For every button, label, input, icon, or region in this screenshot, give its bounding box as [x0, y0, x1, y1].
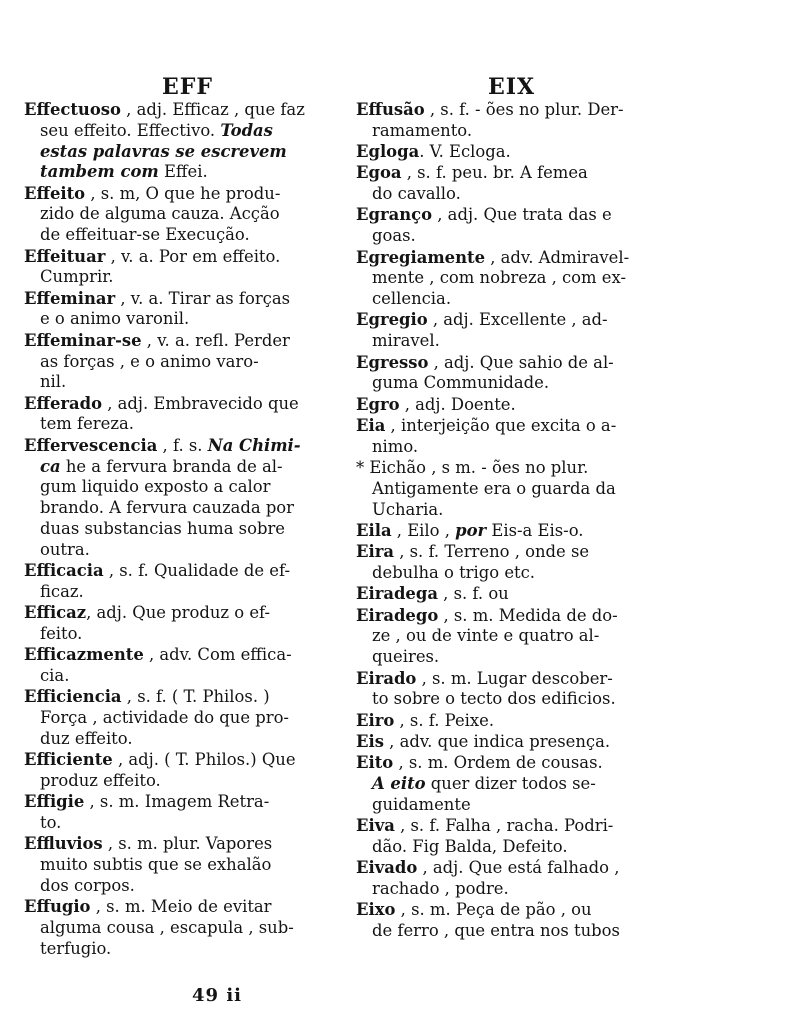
definition-text: , adv. Com effica- — [143, 645, 292, 665]
italic-text: por — [455, 520, 487, 540]
entry-line — [356, 289, 668, 310]
definition-text: dos corpos. — [40, 875, 135, 895]
italic-text: tambem com — [40, 162, 159, 182]
entry-line — [24, 204, 346, 225]
definition-text: , Eilo , — [391, 520, 456, 540]
headword: Eixo — [356, 900, 396, 920]
italic-text: ca — [40, 456, 61, 476]
definition-text: gum liquido exposto a calor — [40, 477, 271, 497]
entry-line — [356, 205, 668, 226]
entry-line — [24, 792, 346, 813]
entry-line — [24, 855, 346, 876]
definition-text: , s. f. Qualidade de ef- — [103, 561, 291, 581]
definition-text: de effeituar-se Execução. — [40, 225, 250, 245]
definition-text: , adj. Excellente , ad- — [427, 310, 608, 330]
definition-text: Força , actividade do que pro- — [40, 708, 289, 728]
definition-text: alguma cousa , escapula , sub- — [40, 918, 294, 938]
definition-text: , s. m. Peça de pão , ou — [395, 900, 592, 920]
dictionary-entry — [356, 163, 668, 205]
dictionary-entry — [356, 711, 668, 732]
headword: Eiva — [356, 816, 395, 836]
headword: Eiradega — [356, 584, 438, 604]
dictionary-entry — [356, 816, 668, 858]
italic-text: estas palavras se escrevem — [40, 141, 287, 161]
entry-line — [356, 373, 668, 394]
headword: Effervescencia — [24, 435, 158, 455]
entry-line — [356, 121, 668, 142]
dictionary-entry — [24, 603, 346, 645]
definition-text: , s. f. Peixe. — [394, 710, 495, 730]
left-column — [24, 100, 346, 960]
headword: Egresso — [356, 352, 429, 372]
entry-line — [356, 816, 668, 837]
entry-line — [356, 584, 668, 605]
definition-text: muito subtis que se exhalão — [40, 855, 272, 875]
dictionary-entry — [356, 310, 668, 352]
entry-line — [24, 582, 346, 603]
entry-line — [24, 331, 346, 352]
dictionary-entry — [356, 753, 668, 815]
headword: Efficiencia — [24, 687, 122, 707]
entry-line — [356, 226, 668, 247]
definition-text: to. — [40, 813, 62, 833]
definition-text: , adj. Que produz o ef- — [86, 603, 271, 623]
definition-text: duas substancias huma sobre — [40, 518, 285, 538]
headword: Effigie — [24, 792, 85, 812]
dictionary-entry — [24, 394, 346, 436]
headword: Effeminar — [24, 288, 116, 308]
italic-text: A eito — [372, 774, 426, 793]
definition-text: Effei. — [158, 162, 208, 182]
definition-text: seu effeito. Effectivo. — [40, 120, 221, 140]
definition-text: , v. a. Por em effeito. — [105, 246, 281, 266]
definition-text: , adj. Embravecido que — [102, 393, 299, 413]
headword: Efferado — [24, 393, 103, 413]
entry-line — [24, 121, 346, 142]
dictionary-entry — [24, 184, 346, 246]
definition-text: duz effeito. — [40, 728, 133, 748]
definition-text: , interjeição que excita o a- — [385, 415, 617, 435]
entry-line — [24, 372, 346, 393]
dictionary-entry — [24, 750, 346, 792]
definition-text: he a fervura branda de al- — [60, 456, 283, 476]
entry-line — [24, 162, 346, 183]
definition-text: cellencia. — [372, 289, 452, 309]
definition-text: guidamente — [372, 794, 471, 814]
dictionary-entry — [24, 289, 346, 331]
entry-line — [356, 879, 668, 900]
entry-line — [356, 184, 668, 205]
entry-line — [356, 606, 668, 627]
entry-line — [356, 563, 668, 584]
headword: Eira — [356, 542, 394, 562]
dictionary-entry — [24, 834, 346, 896]
entry-line — [356, 753, 668, 774]
entry-line — [24, 897, 346, 918]
dictionary-entry — [356, 395, 668, 416]
headword: Eiro — [356, 710, 395, 730]
entry-line — [356, 921, 668, 942]
entry-line — [24, 561, 346, 582]
entry-line — [24, 519, 346, 540]
entry-line — [24, 645, 346, 666]
definition-text: , s. f. ( T. Philos. ) — [121, 687, 270, 707]
dictionary-entry — [24, 436, 346, 561]
headword: Effeminar-se — [24, 330, 142, 350]
right-column-header: EIX — [488, 74, 536, 100]
definition-text: , adv. que indica presença. — [383, 731, 611, 751]
headword: Egoa — [356, 163, 402, 183]
definition-text: , s. m. Imagem Retra- — [84, 792, 270, 812]
entry-line — [24, 876, 346, 897]
entry-line — [24, 352, 346, 373]
dictionary-entry — [356, 542, 668, 584]
entry-line — [24, 813, 346, 834]
dictionary-entry — [24, 561, 346, 603]
headword: Effluvios — [24, 834, 103, 854]
definition-text: goas. — [372, 226, 416, 246]
dictionary-entry — [24, 792, 346, 834]
entry-line — [24, 289, 346, 310]
headword: Efficaz — [24, 603, 87, 623]
entry-line — [356, 163, 668, 184]
entry-line — [356, 458, 668, 479]
entry-line — [356, 542, 668, 563]
entry-line — [356, 416, 668, 437]
definition-text: rachado , podre. — [372, 878, 509, 898]
entry-line — [356, 837, 668, 858]
definition-text: , v. a. Tirar as forças — [115, 288, 291, 308]
entry-line — [24, 100, 346, 121]
definition-text: guma Communidade. — [372, 373, 550, 393]
left-column-header: EFF — [162, 74, 214, 100]
dictionary-entry — [24, 100, 346, 183]
italic-text: Todas — [220, 120, 273, 140]
definition-text: , adv. Admiravel- — [485, 247, 630, 267]
definition-text: , s. m, O que he produ- — [85, 183, 281, 203]
definition-text: miravel. — [372, 331, 440, 351]
definition-text: e o animo varonil. — [40, 309, 190, 329]
entry-line — [356, 900, 668, 921]
definition-text: queires. — [372, 647, 440, 667]
page-number: 49 ii — [192, 985, 242, 1006]
dictionary-entry — [356, 416, 668, 458]
entry-line — [356, 647, 668, 668]
dictionary-entry — [24, 645, 346, 687]
definition-text: , s. m. Meio de evitar — [90, 897, 272, 917]
headword: Effectuoso — [24, 100, 121, 119]
italic-text: Na Chimi- — [207, 435, 301, 455]
definition-text: produz effeito. — [40, 771, 161, 790]
entry-line — [24, 603, 346, 624]
definition-text: brando. A fervura cauzada por — [40, 498, 295, 518]
headword: Egregio — [356, 310, 428, 330]
definition-text: dão. Fig Balda, Defeito. — [372, 836, 568, 856]
dictionary-entry — [24, 331, 346, 393]
definition-text: , adj. Doente. — [399, 394, 516, 414]
entry-line — [356, 711, 668, 732]
dictionary-entry — [356, 858, 668, 900]
entry-line — [24, 771, 346, 792]
headword: Eiradego — [356, 605, 439, 625]
definition-text: Eis-a Eis-o. — [486, 520, 584, 540]
entry-line — [24, 750, 346, 771]
headword: Egregiamente — [356, 247, 486, 267]
definition-text: Ucharia. — [372, 499, 444, 519]
dictionary-entry — [356, 353, 668, 395]
definition-text: feito. — [40, 623, 83, 643]
definition-text: , adj. ( T. Philos.) Que — [112, 750, 296, 770]
definition-text: , s. f. Falha , racha. Podri- — [394, 816, 614, 836]
definition-text: , s. m. Lugar descober- — [416, 668, 613, 688]
entry-line — [24, 247, 346, 268]
entry-line — [356, 669, 668, 690]
definition-text: , s. m. Medida de do- — [438, 605, 618, 625]
entry-line — [356, 626, 668, 647]
definition-text: outra. — [40, 539, 90, 559]
definition-text: , s. f. ou — [437, 584, 509, 604]
entry-line — [356, 100, 668, 121]
definition-text: , adj. Que trata das e — [432, 205, 612, 225]
definition-text: Cumprir. — [40, 267, 114, 287]
entry-line — [24, 918, 346, 939]
headword: Egranço — [356, 205, 433, 225]
definition-text: nimo. — [372, 436, 419, 456]
dictionary-entry — [24, 897, 346, 959]
definition-text: terfugio. — [40, 938, 112, 958]
dictionary-entry — [356, 584, 668, 605]
definition-text: Antigamente era o guarda da — [372, 478, 616, 498]
definition-text: , adj. Efficaz , que faz — [120, 100, 305, 119]
entry-line — [24, 436, 346, 457]
headword: Eila — [356, 520, 392, 540]
entry-line — [24, 687, 346, 708]
dictionary-entry — [356, 900, 668, 942]
entry-line — [356, 310, 668, 331]
dictionary-entry — [356, 606, 668, 668]
definition-text: , adj. Que está falhado , — [417, 858, 620, 878]
entry-line — [24, 394, 346, 415]
entry-line — [24, 540, 346, 561]
definition-text: quer dizer todos se- — [425, 774, 596, 793]
definition-text: , s. f. - ões no plur. Der- — [424, 100, 624, 119]
right-column — [356, 100, 668, 942]
entry-line — [24, 666, 346, 687]
entry-line — [356, 479, 668, 500]
entry-line — [24, 414, 346, 435]
entry-line — [24, 457, 346, 478]
dictionary-entry — [356, 732, 668, 753]
entry-line — [356, 248, 668, 269]
entry-line — [356, 689, 668, 710]
headword: Eis — [356, 731, 384, 751]
entry-line — [24, 142, 346, 163]
headword: Effeituar — [24, 246, 106, 266]
entry-line — [356, 395, 668, 416]
definition-text: to sobre o tecto dos edificios. — [372, 689, 616, 709]
entry-line — [356, 353, 668, 374]
dictionary-entry — [356, 248, 668, 310]
entry-line — [356, 521, 668, 542]
headword: Effusão — [356, 100, 425, 119]
headword: Effugio — [24, 897, 91, 917]
definition-text: cia. — [40, 666, 70, 686]
headword: Eia — [356, 415, 386, 435]
definition-text: ramamento. — [372, 120, 473, 140]
definition-text: do cavallo. — [372, 184, 461, 204]
entry-line — [356, 500, 668, 521]
entry-line — [356, 437, 668, 458]
definition-text: tem fereza. — [40, 414, 134, 434]
entry-line — [356, 795, 668, 816]
definition-text: * Eichão , s m. - ões no plur. — [356, 458, 589, 478]
entry-line — [24, 309, 346, 330]
definition-text: , s. f. Terreno , onde se — [393, 542, 590, 562]
headword: Egro — [356, 394, 400, 414]
definition-text: ficaz. — [40, 581, 84, 601]
dictionary-entry — [356, 521, 668, 542]
definition-text: , s. m. plur. Vapores — [102, 834, 273, 854]
dictionary-entry — [356, 100, 668, 142]
definition-text: , s. f. peu. br. A femea — [401, 163, 588, 183]
entry-line — [356, 268, 668, 289]
definition-text: ze , ou de vinte e quatro al- — [372, 626, 600, 646]
entry-line — [24, 184, 346, 205]
entry-line — [24, 834, 346, 855]
definition-text: , f. s. — [157, 435, 208, 455]
entry-line — [24, 729, 346, 750]
headword: Efficiente — [24, 750, 113, 770]
definition-text: as forças , e o animo varo- — [40, 351, 259, 371]
definition-text: nil. — [40, 372, 67, 392]
dictionary-entry — [24, 687, 346, 749]
dictionary-entry — [24, 247, 346, 289]
dictionary-entry — [356, 142, 668, 163]
definition-text: , adj. Que sahio de al- — [428, 352, 614, 372]
definition-text: mente , com nobreza , com ex- — [372, 268, 626, 288]
headword: Effeito — [24, 183, 86, 203]
entry-line — [24, 498, 346, 519]
headword: Eito — [356, 753, 394, 773]
entry-line — [24, 624, 346, 645]
definition-text: debulha o trigo etc. — [372, 563, 536, 583]
entry-line — [24, 708, 346, 729]
entry-line — [24, 267, 346, 288]
headword: Efficazmente — [24, 645, 144, 665]
headword: Eirado — [356, 668, 417, 688]
entry-line — [356, 732, 668, 753]
headword: Eivado — [356, 858, 418, 878]
headword: Efficacia — [24, 561, 104, 581]
entry-line — [356, 858, 668, 879]
entry-line — [24, 225, 346, 246]
entry-line — [356, 331, 668, 352]
headword: Egloga — [356, 142, 420, 162]
definition-text: zido de alguma cauza. Acção — [40, 204, 280, 224]
entry-line — [356, 774, 668, 795]
definition-text: . V. Ecloga. — [419, 142, 511, 162]
dictionary-entry — [356, 205, 668, 247]
dictionary-entry — [356, 458, 668, 520]
entry-line — [24, 939, 346, 960]
entry-line — [24, 477, 346, 498]
definition-text: , v. a. refl. Perder — [141, 330, 290, 350]
definition-text: de ferro , que entra nos tubos — [372, 921, 620, 941]
definition-text: , s. m. Ordem de cousas. — [393, 753, 603, 773]
entry-line — [356, 142, 668, 163]
dictionary-entry — [356, 669, 668, 711]
